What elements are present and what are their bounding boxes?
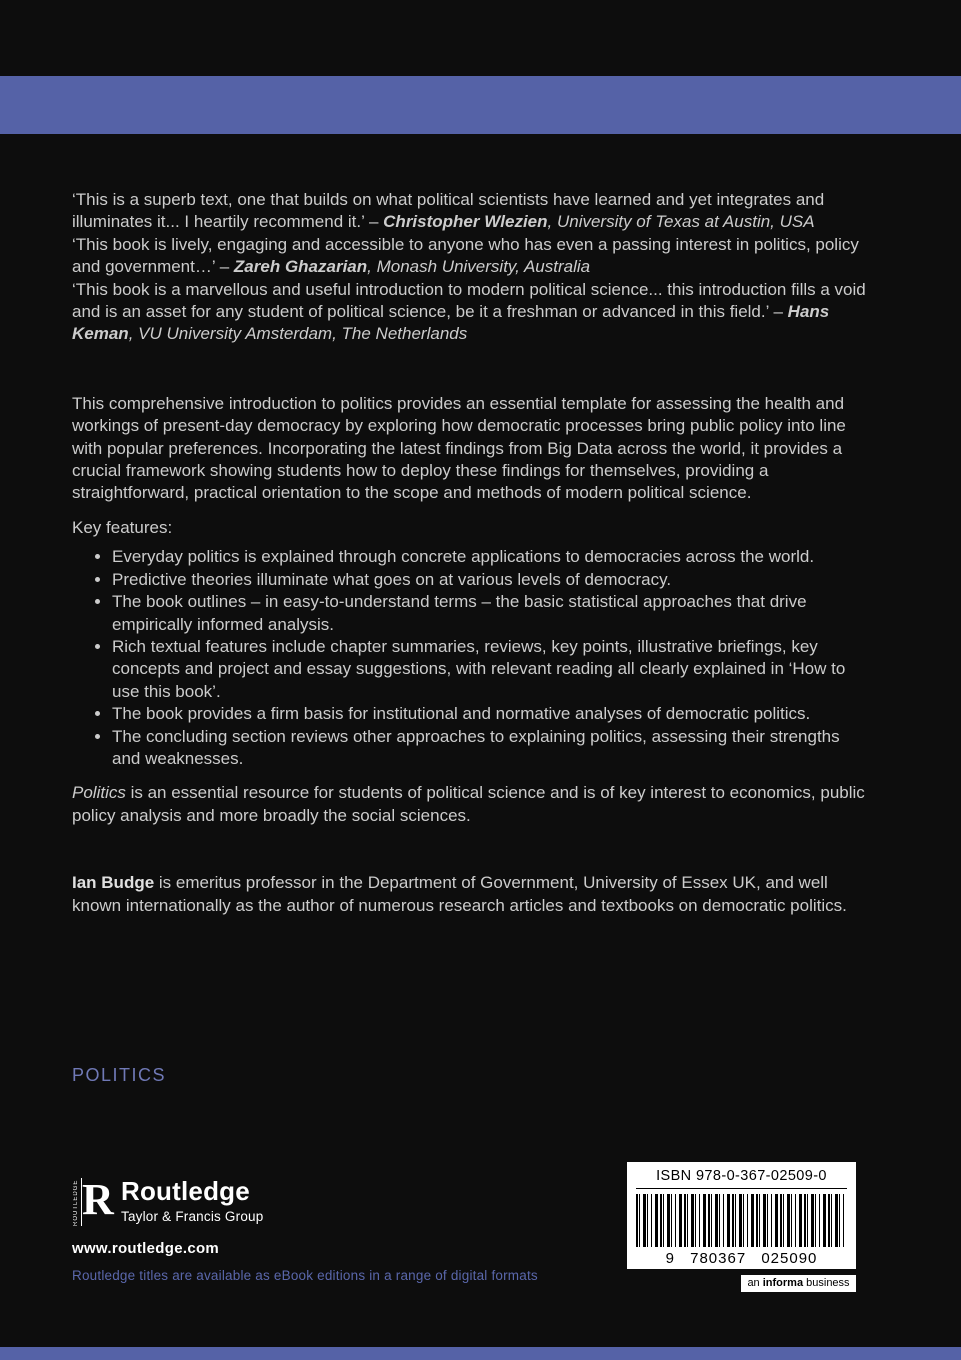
bottom-accent-band: [0, 1347, 961, 1360]
quote-text: ‘This book is lively, engaging and accessible to anyone who has even a passing interest in politics, policy and government…’ –: [72, 234, 859, 277]
review-quote: [72, 279, 872, 346]
quote-text: ‘This is a superb text, one that builds on what political scientists have learned and yet integrates and illuminates it... I heartily recommend it.’ –: [72, 190, 825, 232]
publisher-group: Taylor & Francis Group: [121, 1209, 264, 1224]
logo-vertical-text: ROUTLEDGE: [72, 1178, 82, 1226]
author-bio-text: is emeritus professor in the Department of Government, University of Essex UK, and well known internationally as the author of numerous research articles and textbooks on democratic politics.: [72, 873, 847, 915]
book-description: This comprehensive introduction to politics provides an essential template for assessing the health and workings of present-day democracy by exploring how democratic processes bring public policy into line with popular preferences. Incorporating the latest findings from Big Data across the world, it provides a crucial framework showing students how to deploy these findings for themselves, providing a straightforward, practical orientation to the scope and methods of modern political science.: [72, 393, 846, 503]
publisher-block: [72, 1175, 264, 1257]
feature-item: • The concluding section reviews other approaches to explaining politics, assessing their strengths and weaknesses.: [112, 726, 872, 771]
review-quote: [72, 189, 872, 234]
informa-bold: informa: [762, 1277, 804, 1289]
top-accent-band: [0, 76, 961, 134]
quote-affiliation: , Monash University, Australia: [367, 257, 591, 277]
logo-letter: R: [82, 1175, 114, 1224]
feature-item: • Predictive theories illuminate what goes on at various levels of democracy.: [112, 569, 872, 591]
feature-item: • Everyday politics is explained through concrete applications to democracies across the world.: [112, 546, 872, 568]
author-bio: [72, 872, 872, 917]
feature-item: • The book outlines – in easy-to-understand terms – the basic statistical approaches that drive empirically informed analysis.: [112, 591, 872, 636]
closing-paragraph: [72, 782, 872, 827]
feature-item: • Rich textual features include chapter summaries, reviews, key points, illustrative briefings, key concepts and project and essay suggestions, with relevant reading all clearly explained in ‘How to use this book’.: [112, 636, 872, 703]
informa-prefix: an: [747, 1277, 763, 1289]
barcode-number: 9 780367 025090: [665, 1250, 818, 1267]
publisher-website: www.routledge.com: [72, 1240, 220, 1257]
routledge-logo-icon: [72, 1175, 114, 1226]
author-name: Ian Budge: [72, 873, 155, 893]
back-cover-text: [72, 189, 872, 917]
feature-item: • The book provides a firm basis for institutional and normative analyses of democratic politics.: [112, 703, 872, 725]
closing-rest: is an essential resource for students of political science and is of key interest to economics, public policy analysis and more broadly the social sciences.: [72, 783, 865, 825]
informa-suffix: business: [803, 1277, 850, 1289]
quote-affiliation: , VU University Amsterdam, The Netherlands: [128, 324, 468, 344]
informa-badge: [741, 1275, 856, 1292]
quote-affiliation: , University of Texas at Austin, USA: [547, 212, 815, 232]
quote-author: Hans Keman: [72, 302, 830, 344]
closing-lead: Politics: [72, 783, 126, 803]
key-features-list: [72, 546, 872, 770]
quote-text: ‘This book is a marvellous and useful introduction to modern political science... this introduction fills a void and is an asset for any student of political science, be it a freshman or advanced in this field.’ –: [72, 279, 866, 322]
barcode-panel: [627, 1162, 856, 1269]
publisher-name: Routledge: [121, 1176, 250, 1206]
barcode-bars: [636, 1194, 847, 1247]
quote-author: Zareh Ghazarian: [233, 257, 368, 277]
isbn-label: ISBN 978-0-367-02509-0: [636, 1168, 847, 1189]
key-features-heading: Key features:: [72, 517, 173, 537]
review-quote: [72, 234, 872, 279]
ebook-availability-note: Routledge titles are available as eBook editions in a range of digital formats: [72, 1268, 538, 1283]
quote-author: Christopher Wlezien: [383, 212, 548, 232]
category-label: POLITICS: [72, 1065, 167, 1085]
